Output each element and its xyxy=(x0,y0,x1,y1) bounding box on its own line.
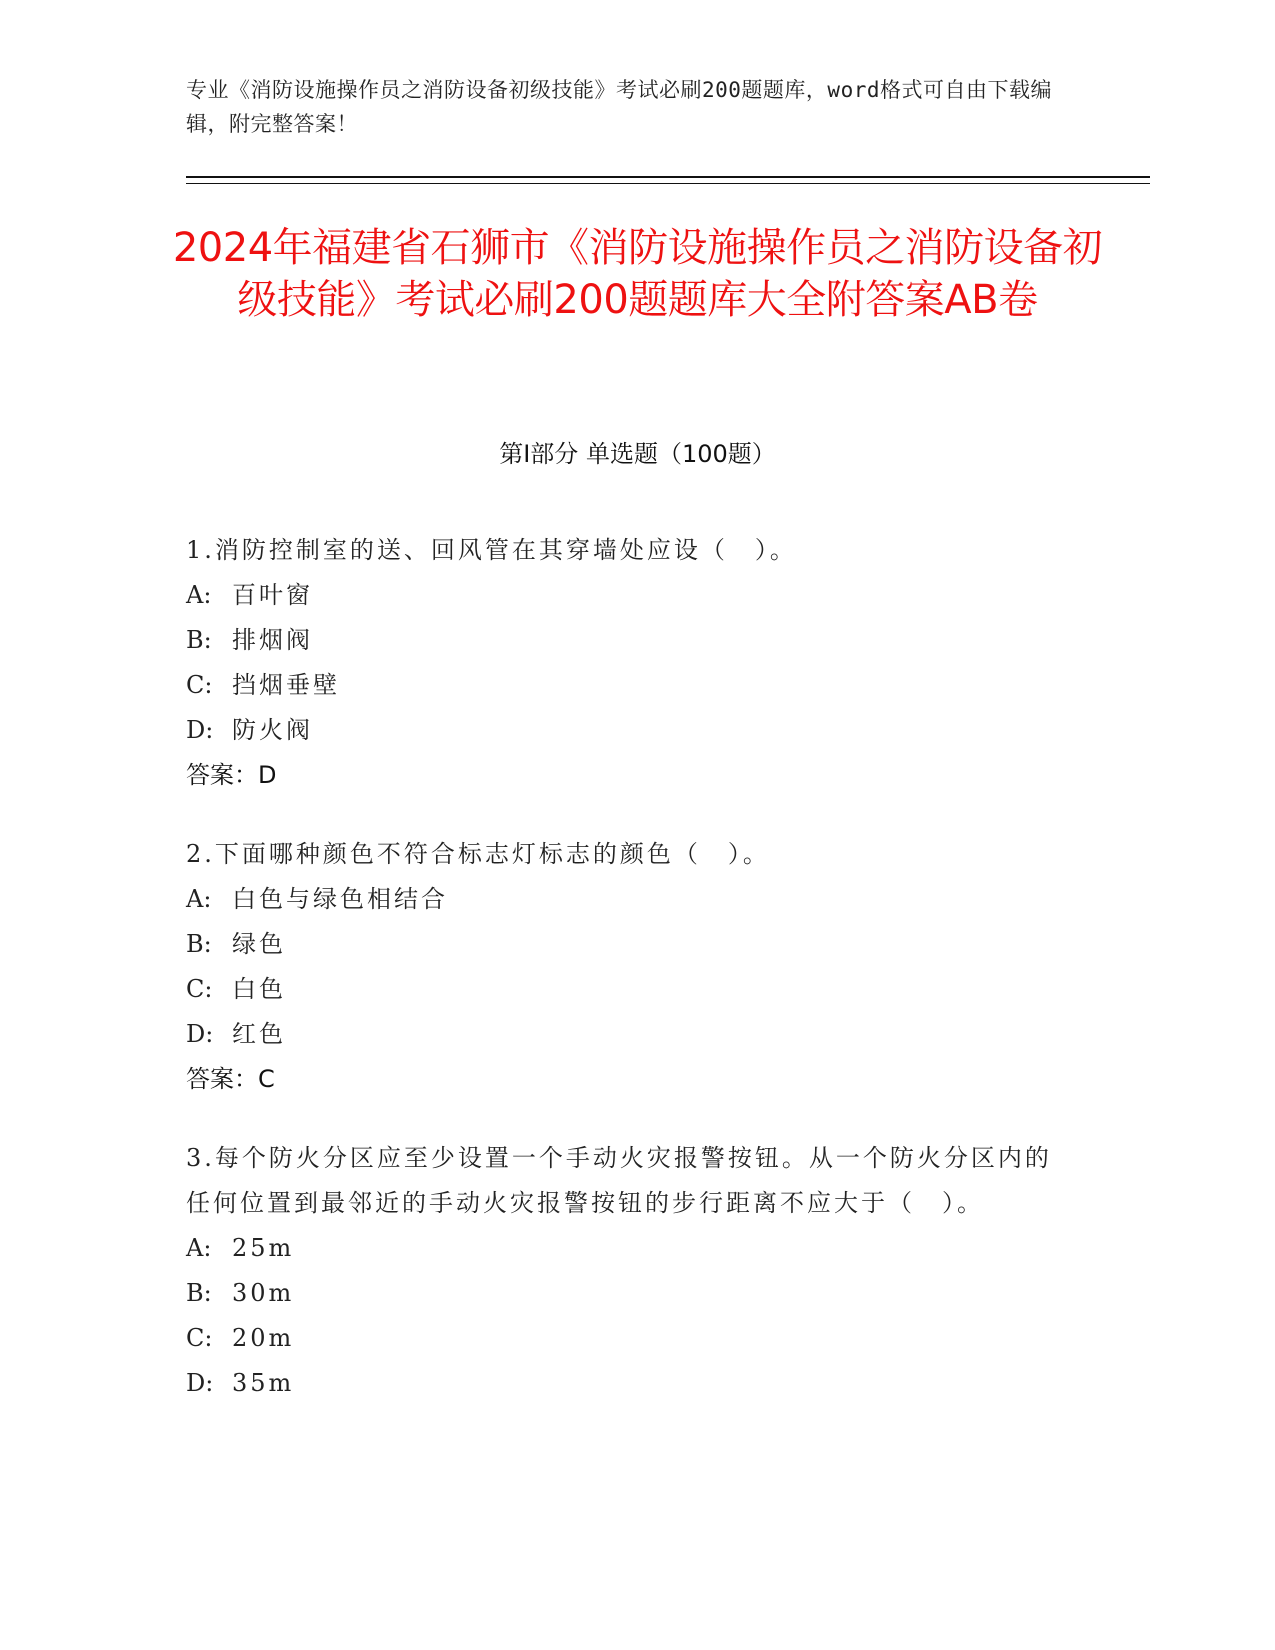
option-text: 20m xyxy=(232,1324,295,1352)
option-key: C: xyxy=(186,1324,213,1352)
question-2 xyxy=(186,832,1066,1102)
option-a xyxy=(186,1226,1066,1271)
option-b xyxy=(186,922,1066,967)
option-text: 35m xyxy=(232,1369,295,1397)
option-b xyxy=(186,618,1066,663)
option-key: B: xyxy=(186,930,212,958)
option-b xyxy=(186,1271,1066,1316)
option-text: 挡烟垂壁 xyxy=(232,671,340,699)
option-text: 绿色 xyxy=(232,930,286,958)
document-title: 2024年福建省石狮市《消防设施操作员之消防设备初级技能》考试必刷200题题库大全附答案AB卷 xyxy=(172,225,1103,323)
option-text: 百叶窗 xyxy=(232,581,313,609)
section-heading: 第Ⅰ部分 单选题（100题） xyxy=(499,440,776,468)
option-key: B: xyxy=(186,626,212,654)
option-c xyxy=(186,1316,1066,1361)
option-key: D: xyxy=(186,716,214,744)
option-key: B: xyxy=(186,1279,212,1307)
option-a xyxy=(186,573,1066,618)
header-rule-thin xyxy=(186,183,1150,184)
option-text: 白色与绿色相结合 xyxy=(232,885,448,913)
question-list xyxy=(186,528,1066,1440)
question-answer: 答案：C xyxy=(186,1065,275,1093)
question-1 xyxy=(186,528,1066,798)
option-c xyxy=(186,967,1066,1012)
option-text: 红色 xyxy=(232,1020,286,1048)
header-note: 专业《消防设施操作员之消防设备初级技能》考试必刷200题题库，word格式可自由下载编辑，附完整答案！ xyxy=(186,78,1052,136)
option-text: 白色 xyxy=(232,975,286,1003)
question-answer: 答案：D xyxy=(186,761,277,789)
option-key: D: xyxy=(186,1020,214,1048)
option-text: 防火阀 xyxy=(232,716,313,744)
option-text: 排烟阀 xyxy=(232,626,313,654)
option-text: 25m xyxy=(232,1234,295,1262)
question-3 xyxy=(186,1136,1066,1406)
question-stem: 3.每个防火分区应至少设置一个手动火灾报警按钮。从一个防火分区内的任何位置到最邻近的手动火灾报警按钮的步行距离不应大于（ ）。 xyxy=(186,1144,1052,1217)
option-key: A: xyxy=(186,1234,212,1262)
option-key: C: xyxy=(186,671,213,699)
question-stem: 1.消防控制室的送、回风管在其穿墙处应设（ ）。 xyxy=(186,536,797,564)
option-d xyxy=(186,1012,1066,1057)
header-rule-thick xyxy=(186,176,1150,178)
option-key: C: xyxy=(186,975,213,1003)
option-c xyxy=(186,663,1066,708)
option-d xyxy=(186,708,1066,753)
option-key: D: xyxy=(186,1369,214,1397)
option-a xyxy=(186,877,1066,922)
option-key: A: xyxy=(186,581,212,609)
option-text: 30m xyxy=(232,1279,295,1307)
question-stem: 2.下面哪种颜色不符合标志灯标志的颜色（ ）。 xyxy=(186,840,770,868)
option-d xyxy=(186,1361,1066,1406)
option-key: A: xyxy=(186,885,212,913)
